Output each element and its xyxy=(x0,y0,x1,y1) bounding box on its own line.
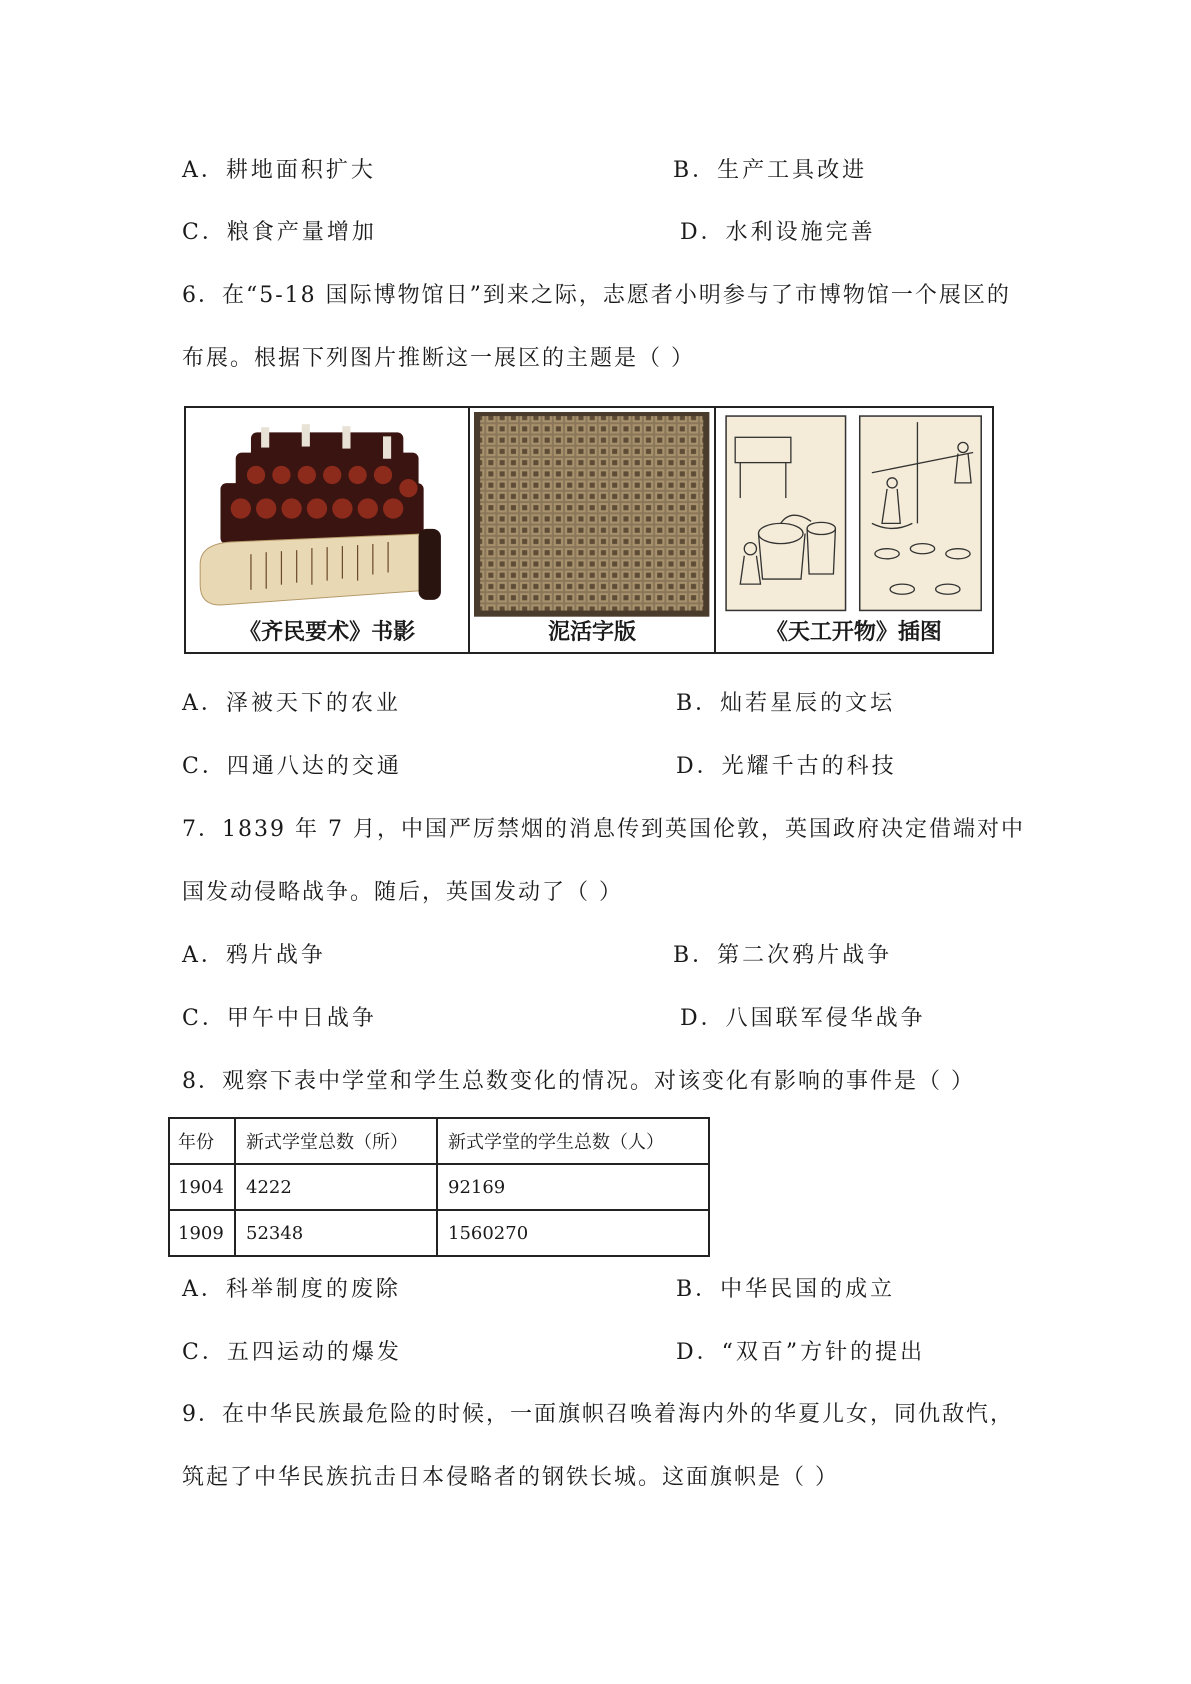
school-statistics-table xyxy=(168,1117,710,1257)
q6-figure xyxy=(184,406,994,654)
q8-option-c: C．五四运动的爆发 xyxy=(182,1340,402,1365)
q9-stem-line1: 9．在中华民族最危险的时候，一面旗帜召唤着海内外的华夏儿女，同仇敌忾， xyxy=(182,1402,1014,1427)
q8-option-a: A．科举制度的废除 xyxy=(182,1277,401,1302)
q6-option-d: D．光耀千古的科技 xyxy=(676,754,897,779)
table-header-row xyxy=(169,1118,709,1164)
q6-option-a: A．泽被天下的农业 xyxy=(182,691,401,716)
caption-qiminyaoshu: 《齐民要术》书影 xyxy=(239,620,416,645)
q5-option-b: B．生产工具改进 xyxy=(673,158,868,183)
q8-stem-line1: 8．观察下表中学堂和学生总数变化的情况。对该变化有影响的事件是（ ） xyxy=(182,1069,975,1094)
caption-clay-type: 泥活字版 xyxy=(547,620,636,645)
q7-option-c: C．甲午中日战争 xyxy=(182,1006,377,1031)
table-cell: 52348 xyxy=(235,1210,437,1256)
q6-stem-line1: 6．在“5-18 国际博物馆日”到来之际，志愿者小明参与了市博物馆一个展区的 xyxy=(182,283,1011,308)
table-cell: 1904 xyxy=(169,1164,235,1210)
figure-panel-qiminyaoshu xyxy=(186,408,470,652)
caption-tiangong: 《天工开物》插图 xyxy=(765,620,942,645)
q8-option-b: B．中华民国的成立 xyxy=(676,1277,896,1302)
q8-option-d: D．“双百”方针的提出 xyxy=(676,1340,926,1365)
q7-stem-line2: 国发动侵略战争。随后，英国发动了（ ） xyxy=(182,880,623,905)
q5-option-a: A．耕地面积扩大 xyxy=(182,158,376,183)
q6-stem-line2: 布展。根据下列图片推断这一展区的主题是（ ） xyxy=(182,346,695,371)
q7-option-a: A．鸦片战争 xyxy=(182,943,326,968)
q7-option-d: D．八国联军侵华战争 xyxy=(680,1006,926,1031)
table-cell: 1560270 xyxy=(437,1210,709,1256)
q5-option-c: C．粮食产量增加 xyxy=(182,220,377,245)
table-row xyxy=(169,1210,709,1256)
tiangong-illustration-image xyxy=(720,412,988,615)
table-header-students: 新式学堂的学生总数（人） xyxy=(437,1118,709,1164)
table-cell: 4222 xyxy=(235,1164,437,1210)
clay-movable-type-image xyxy=(474,412,709,617)
table-cell: 1909 xyxy=(169,1210,235,1256)
table-header-year: 年份 xyxy=(169,1118,235,1164)
figure-panel-tiangong xyxy=(716,408,992,652)
q5-option-d: D．水利设施完善 xyxy=(680,220,876,245)
table-header-schools: 新式学堂总数（所） xyxy=(235,1118,437,1164)
q7-stem-line1: 7．1839 年 7 月，中国严厉禁烟的消息传到英国伦敦，英国政府决定借端对中 xyxy=(182,817,1025,842)
q6-option-c: C．四通八达的交通 xyxy=(182,754,402,779)
table-cell: 92169 xyxy=(437,1164,709,1210)
table-row xyxy=(169,1164,709,1210)
q9-stem-line2: 筑起了中华民族抗击日本侵略者的钢铁长城。这面旗帜是（ ） xyxy=(182,1465,839,1490)
figure-panel-clay-type xyxy=(470,408,715,652)
scrolls-image xyxy=(190,412,464,615)
q6-option-b: B．灿若星辰的文坛 xyxy=(676,691,896,716)
q7-option-b: B．第二次鸦片战争 xyxy=(673,943,893,968)
